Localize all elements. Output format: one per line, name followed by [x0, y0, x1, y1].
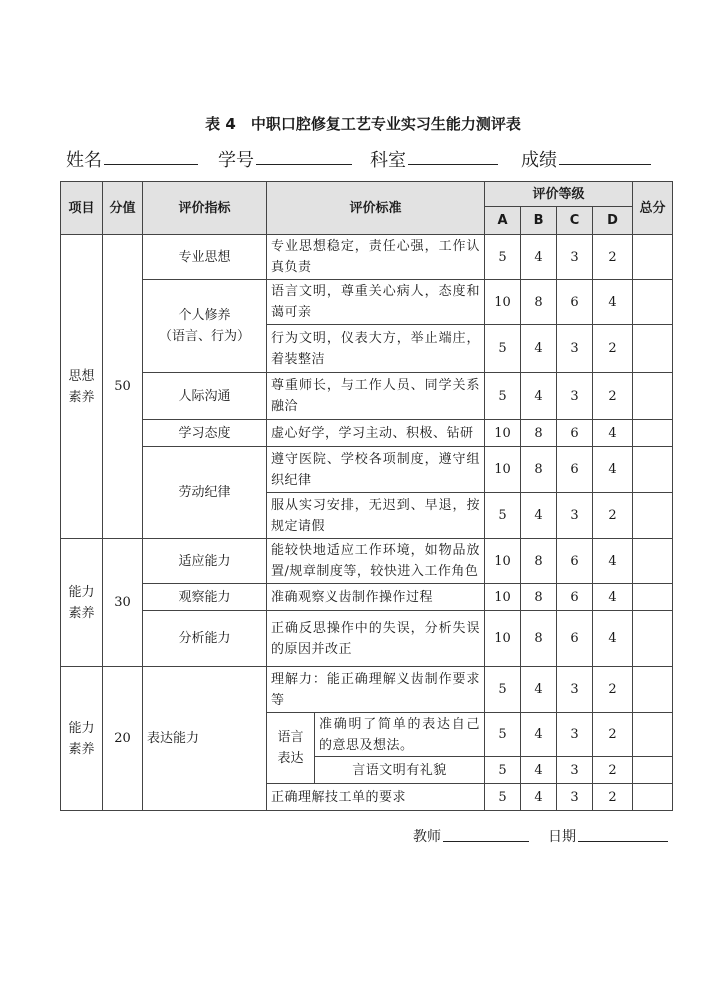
- total-score-cell[interactable]: [633, 235, 673, 280]
- grade-a-cell: 5: [485, 757, 521, 784]
- indicator-cell: 学习态度: [143, 420, 267, 447]
- total-score-cell[interactable]: [633, 280, 673, 325]
- grade-b-cell: 4: [521, 757, 557, 784]
- teacher-field[interactable]: [413, 826, 441, 846]
- grade-c-cell: 3: [557, 757, 593, 784]
- grade-c-cell: 6: [557, 420, 593, 447]
- standard-cell: 虚心好学，学习主动、积极、钻研: [267, 420, 485, 447]
- student-id-field[interactable]: [218, 146, 254, 172]
- assessment-table: [60, 181, 673, 811]
- table-title: 表 4 中职口腔修复工艺专业实习生能力测评表: [205, 115, 521, 133]
- grade-c-cell: 6: [557, 280, 593, 325]
- grade-b-cell: 4: [521, 667, 557, 713]
- header-grade-c: C: [557, 207, 593, 235]
- department-label: 科室: [370, 150, 406, 171]
- grade-c-cell: 6: [557, 584, 593, 611]
- sub-indicator-cell: 语言 表达: [267, 713, 315, 784]
- total-score-cell[interactable]: [633, 373, 673, 420]
- grade-c-cell: 3: [557, 235, 593, 280]
- grade-c-cell: 3: [557, 373, 593, 420]
- total-score-cell[interactable]: [633, 447, 673, 493]
- grade-b-cell: 4: [521, 493, 557, 539]
- standard-cell: 正确理解技工单的要求: [267, 784, 485, 811]
- score-field[interactable]: [521, 146, 557, 172]
- date-label: 日期: [548, 829, 576, 845]
- grade-c-cell: 3: [557, 325, 593, 373]
- indicator-cell: 适应能力: [143, 539, 267, 584]
- grade-c-cell: 3: [557, 784, 593, 811]
- grade-d-cell: 2: [593, 373, 633, 420]
- grade-a-cell: 5: [485, 493, 521, 539]
- section-item: 能力 素养: [61, 667, 103, 811]
- section-points: 20: [103, 667, 143, 811]
- total-score-cell[interactable]: [633, 493, 673, 539]
- grade-d-cell: 4: [593, 447, 633, 493]
- grade-a-cell: 10: [485, 611, 521, 667]
- grade-b-cell: 4: [521, 784, 557, 811]
- grade-b-cell: 8: [521, 539, 557, 584]
- total-score-cell[interactable]: [633, 713, 673, 757]
- header-grade-d: D: [593, 207, 633, 235]
- header-total: 总分: [633, 182, 673, 235]
- grade-d-cell: 4: [593, 280, 633, 325]
- standard-cell: 理解力：能正确理解义齿制作要求等: [267, 667, 485, 713]
- section-item: 能力 素养: [61, 539, 103, 667]
- grade-a-cell: 10: [485, 280, 521, 325]
- indicator-cell: 专业思想: [143, 235, 267, 280]
- student-id-label: 学号: [218, 150, 254, 171]
- standard-cell: 服从实习安排，无迟到、早退，按规定请假: [267, 493, 485, 539]
- section-points: 30: [103, 539, 143, 667]
- grade-d-cell: 2: [593, 713, 633, 757]
- grade-a-cell: 5: [485, 325, 521, 373]
- header-indicator: 评价指标: [143, 182, 267, 235]
- grade-b-cell: 4: [521, 713, 557, 757]
- grade-a-cell: 5: [485, 235, 521, 280]
- grade-d-cell: 2: [593, 667, 633, 713]
- grade-b-cell: 4: [521, 373, 557, 420]
- indicator-cell: 人际沟通: [143, 373, 267, 420]
- grade-a-cell: 5: [485, 373, 521, 420]
- indicator-cell: 个人修养 （语言、行为）: [143, 280, 267, 373]
- grade-c-cell: 6: [557, 611, 593, 667]
- name-label: 姓名: [66, 150, 102, 171]
- standard-cell: 正确反思操作中的失误，分析失误的原因并改正: [267, 611, 485, 667]
- grade-c-cell: 6: [557, 447, 593, 493]
- name-blank[interactable]: [104, 146, 198, 165]
- grade-b-cell: 8: [521, 584, 557, 611]
- grade-a-cell: 10: [485, 584, 521, 611]
- header-standard: 评价标准: [267, 182, 485, 235]
- grade-c-cell: 3: [557, 493, 593, 539]
- grade-d-cell: 2: [593, 235, 633, 280]
- grade-a-cell: 10: [485, 420, 521, 447]
- grade-a-cell: 5: [485, 667, 521, 713]
- department-field[interactable]: [370, 146, 406, 172]
- total-score-cell[interactable]: [633, 325, 673, 373]
- header-grade-a: A: [485, 207, 521, 235]
- grade-a-cell: 5: [485, 713, 521, 757]
- grade-d-cell: 4: [593, 420, 633, 447]
- name-field[interactable]: [66, 146, 102, 172]
- grade-b-cell: 8: [521, 280, 557, 325]
- total-score-cell[interactable]: [633, 539, 673, 584]
- student-info-line: [66, 146, 676, 176]
- grade-d-cell: 4: [593, 584, 633, 611]
- standard-cell: 准确明了简单的表达自己的意思及想法。: [315, 713, 485, 757]
- total-score-cell[interactable]: [633, 784, 673, 811]
- standard-cell: 遵守医院、学校各项制度，遵守组织纪律: [267, 447, 485, 493]
- indicator-cell: 观察能力: [143, 584, 267, 611]
- header-item: 项目: [61, 182, 103, 235]
- total-score-cell[interactable]: [633, 757, 673, 784]
- standard-cell: 能较快地适应工作环境，如物品放置/规章制度等，较快进入工作角色: [267, 539, 485, 584]
- header-points: 分值: [103, 182, 143, 235]
- grade-a-cell: 5: [485, 784, 521, 811]
- teacher-label: 教师: [413, 829, 441, 845]
- grade-c-cell: 3: [557, 667, 593, 713]
- signature-line: [413, 826, 683, 850]
- teacher-blank[interactable]: [443, 826, 529, 842]
- section-points: 50: [103, 235, 143, 539]
- indicator-cell: 表达能力: [143, 667, 267, 811]
- grade-d-cell: 2: [593, 325, 633, 373]
- score-blank[interactable]: [559, 146, 651, 165]
- standard-cell: 言语文明有礼貌: [315, 757, 485, 784]
- grade-b-cell: 4: [521, 325, 557, 373]
- grade-c-cell: 6: [557, 539, 593, 584]
- grade-d-cell: 4: [593, 611, 633, 667]
- total-score-cell[interactable]: [633, 584, 673, 611]
- grade-c-cell: 3: [557, 713, 593, 757]
- score-label: 成绩: [521, 150, 557, 171]
- department-blank[interactable]: [408, 146, 498, 165]
- total-score-cell[interactable]: [633, 420, 673, 447]
- grade-b-cell: 4: [521, 235, 557, 280]
- header-grade-b: B: [521, 207, 557, 235]
- total-score-cell[interactable]: [633, 667, 673, 713]
- grade-d-cell: 2: [593, 784, 633, 811]
- indicator-cell: 分析能力: [143, 611, 267, 667]
- section-item: 思想 素养: [61, 235, 103, 539]
- standard-cell: 尊重师长，与工作人员、同学关系融洽: [267, 373, 485, 420]
- grade-b-cell: 8: [521, 611, 557, 667]
- grade-d-cell: 2: [593, 757, 633, 784]
- header-grade: 评价等级: [485, 182, 633, 207]
- standard-cell: 行为文明，仪表大方，举止端庄，着装整洁: [267, 325, 485, 373]
- grade-d-cell: 4: [593, 539, 633, 584]
- grade-a-cell: 10: [485, 539, 521, 584]
- grade-b-cell: 8: [521, 420, 557, 447]
- grade-b-cell: 8: [521, 447, 557, 493]
- grade-d-cell: 2: [593, 493, 633, 539]
- standard-cell: 专业思想稳定，责任心强，工作认真负责: [267, 235, 485, 280]
- date-field[interactable]: [548, 826, 576, 846]
- student-id-blank[interactable]: [256, 146, 352, 165]
- indicator-cell: 劳动纪律: [143, 447, 267, 539]
- grade-a-cell: 10: [485, 447, 521, 493]
- date-blank[interactable]: [578, 826, 668, 842]
- standard-cell: 准确观察义齿制作操作过程: [267, 584, 485, 611]
- standard-cell: 语言文明，尊重关心病人，态度和蔼可亲: [267, 280, 485, 325]
- total-score-cell[interactable]: [633, 611, 673, 667]
